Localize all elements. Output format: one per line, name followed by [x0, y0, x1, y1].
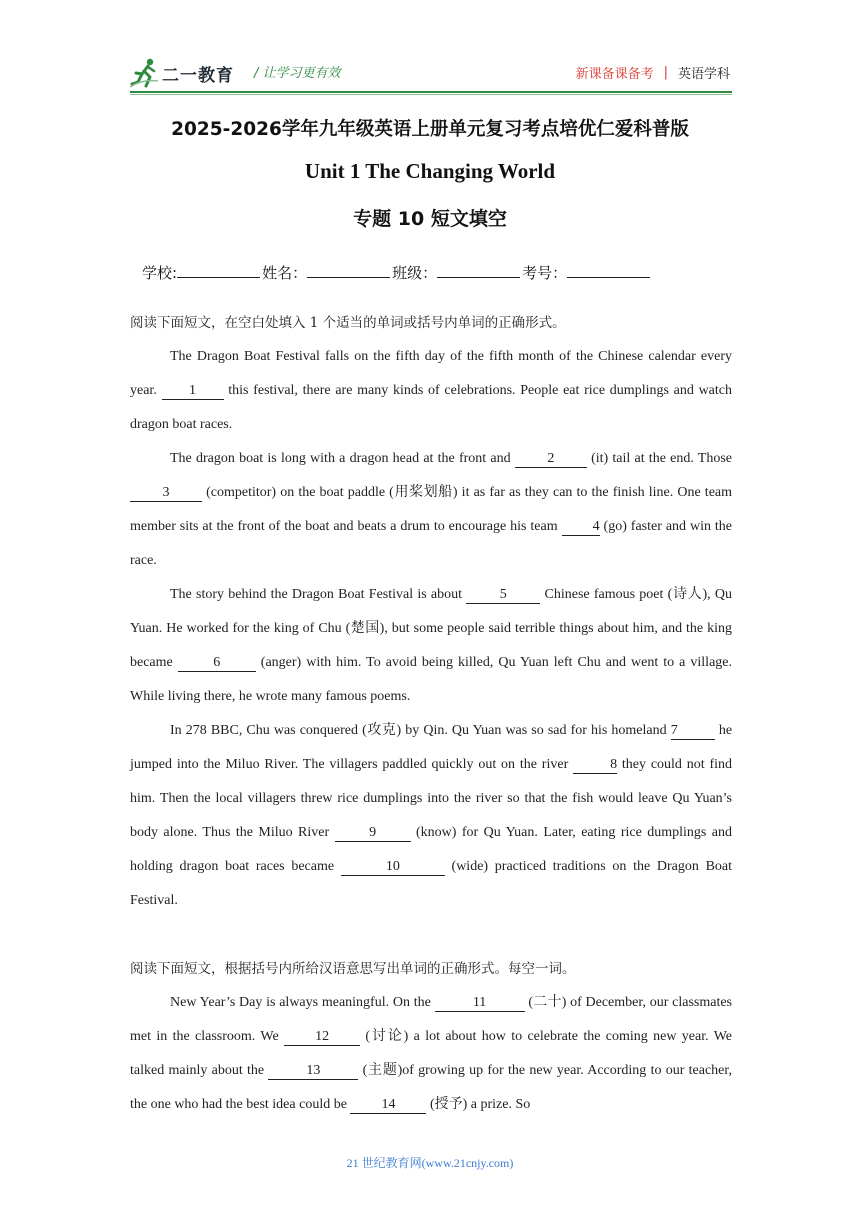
passage-text: In 278 BBC, Chu was conquered (攻克) by Qin. Qu Yuan was so sad for his homeland [170, 723, 667, 738]
header-course-label: 新课备课备考 [575, 67, 654, 82]
passage-text: (anger) with him. To avoid being killed, Qu Yuan left Chu and went to a village. While living there, he wrote many famous poems. [130, 655, 732, 704]
header-divider [130, 91, 732, 93]
blank-7[interactable]: 7 [671, 723, 715, 740]
school-label: 学校: [142, 264, 178, 282]
blank-4[interactable]: 4 [562, 519, 600, 536]
document-title: 2025-2026学年九年级英语上册单元复习考点培优仁爱科普版 [171, 119, 689, 140]
header-divider-thin [130, 94, 732, 95]
exercise-content [130, 306, 732, 1122]
passage-text: Chinese famous poet (诗人), Qu Yuan. He worked for the king of Chu (楚国), but some people said terrible things about him, and the king became [130, 587, 732, 670]
passage-text: (讨论) a lot about how to celebrate the coming new year. We talked mainly about the [130, 1029, 733, 1078]
section1-instruction: 阅读下面短文，在空白处填入 1 个适当的单词或括号内单词的正确形式。 [130, 315, 566, 331]
page-header [130, 56, 730, 92]
blank-9[interactable]: 9 [335, 825, 411, 842]
passage-text: he jumped into the Miluo River. The villagers paddled quickly out on the river [130, 723, 733, 772]
passage-text: (go) faster and win the race. [130, 519, 733, 568]
passage-text: (it) tail at the end. Those [591, 451, 733, 466]
school-field[interactable] [177, 263, 260, 278]
logo [130, 56, 234, 90]
blank-6[interactable]: 6 [178, 655, 256, 672]
blank-10[interactable]: 10 [341, 859, 445, 876]
passage-text: (二十) of December, our classmates met in the classroom. We [130, 995, 733, 1044]
passage-text: this festival, there are many kinds of celebrations. People eat rice dumplings and watch dragon boat races. [130, 383, 732, 432]
exam-number-label: 考号： [522, 264, 568, 282]
topic-title: 专题 10 短文填空 [353, 208, 507, 230]
passage-text: (wide) practiced traditions on the Dragon Boat Festival. [130, 859, 733, 908]
blank-5[interactable]: 5 [466, 587, 540, 604]
section1-paragraph-4 [130, 714, 732, 918]
blank-1[interactable]: 1 [162, 383, 224, 400]
passage-text: (主题)of growing up for the new year. According to our teacher, the one who had the best idea could be [130, 1063, 733, 1112]
passage-text: The Dragon Boat Festival falls on the fifth day of the fifth month of the Chinese calendar every year. [130, 349, 732, 398]
blank-14[interactable]: 14 [350, 1097, 426, 1114]
section2-paragraph-1 [130, 986, 732, 1122]
page-footer: 21 世纪教育网(www.21cnjy.com) [346, 1156, 514, 1170]
class-label: 班级： [392, 264, 438, 282]
header-separator: | [663, 65, 668, 80]
section1-paragraph-3 [130, 578, 732, 714]
section1-paragraph-2 [130, 442, 732, 578]
unit-title: Unit 1 The Changing World [304, 159, 556, 183]
passage-text: (授予) a prize. So [429, 1097, 531, 1112]
student-info [142, 262, 652, 283]
section2-instruction: 阅读下面短文，根据括号内所给汉语意思写出单词的正确形式。每空一词。 [130, 961, 576, 977]
name-field[interactable] [307, 263, 390, 278]
blank-2[interactable]: 2 [515, 451, 587, 468]
logo-text: 二一教育 [162, 65, 234, 86]
header-subject-label: 英语学科 [677, 67, 730, 82]
blank-3[interactable]: 3 [130, 485, 202, 502]
passage-text: (know) for Qu Yuan. Later, eating rice dumplings and holding dragon boat races became [130, 825, 733, 874]
passage-text: they could not find him. Then the local villagers threw rice dumplings into the river so that the fish would leave Qu Yuan’s body alone. Thus the Miluo River [130, 757, 733, 840]
blank-11[interactable]: 11 [435, 995, 525, 1012]
blank-12[interactable]: 12 [284, 1029, 360, 1046]
header-slogan: / 让学习更有效 [254, 66, 341, 81]
name-label: 姓名： [262, 264, 308, 282]
header-subject [576, 63, 730, 82]
exam-number-field[interactable] [567, 263, 650, 278]
blank-8[interactable]: 8 [573, 757, 617, 774]
class-field[interactable] [437, 263, 520, 278]
passage-text: The story behind the Dragon Boat Festival is about [170, 587, 463, 602]
runner-logo-icon [130, 57, 160, 89]
passage-text: New Year’s Day is always meaningful. On the [170, 995, 431, 1010]
section1-paragraph-1 [130, 340, 732, 442]
blank-13[interactable]: 13 [268, 1063, 358, 1080]
passage-text: (competitor) on the boat paddle (用桨划船) it as far as they can to the finish line. One team member sits at the front of the boat and beats a drum to encourage his team [130, 485, 733, 534]
passage-text: The dragon boat is long with a dragon head at the front and [170, 451, 511, 466]
